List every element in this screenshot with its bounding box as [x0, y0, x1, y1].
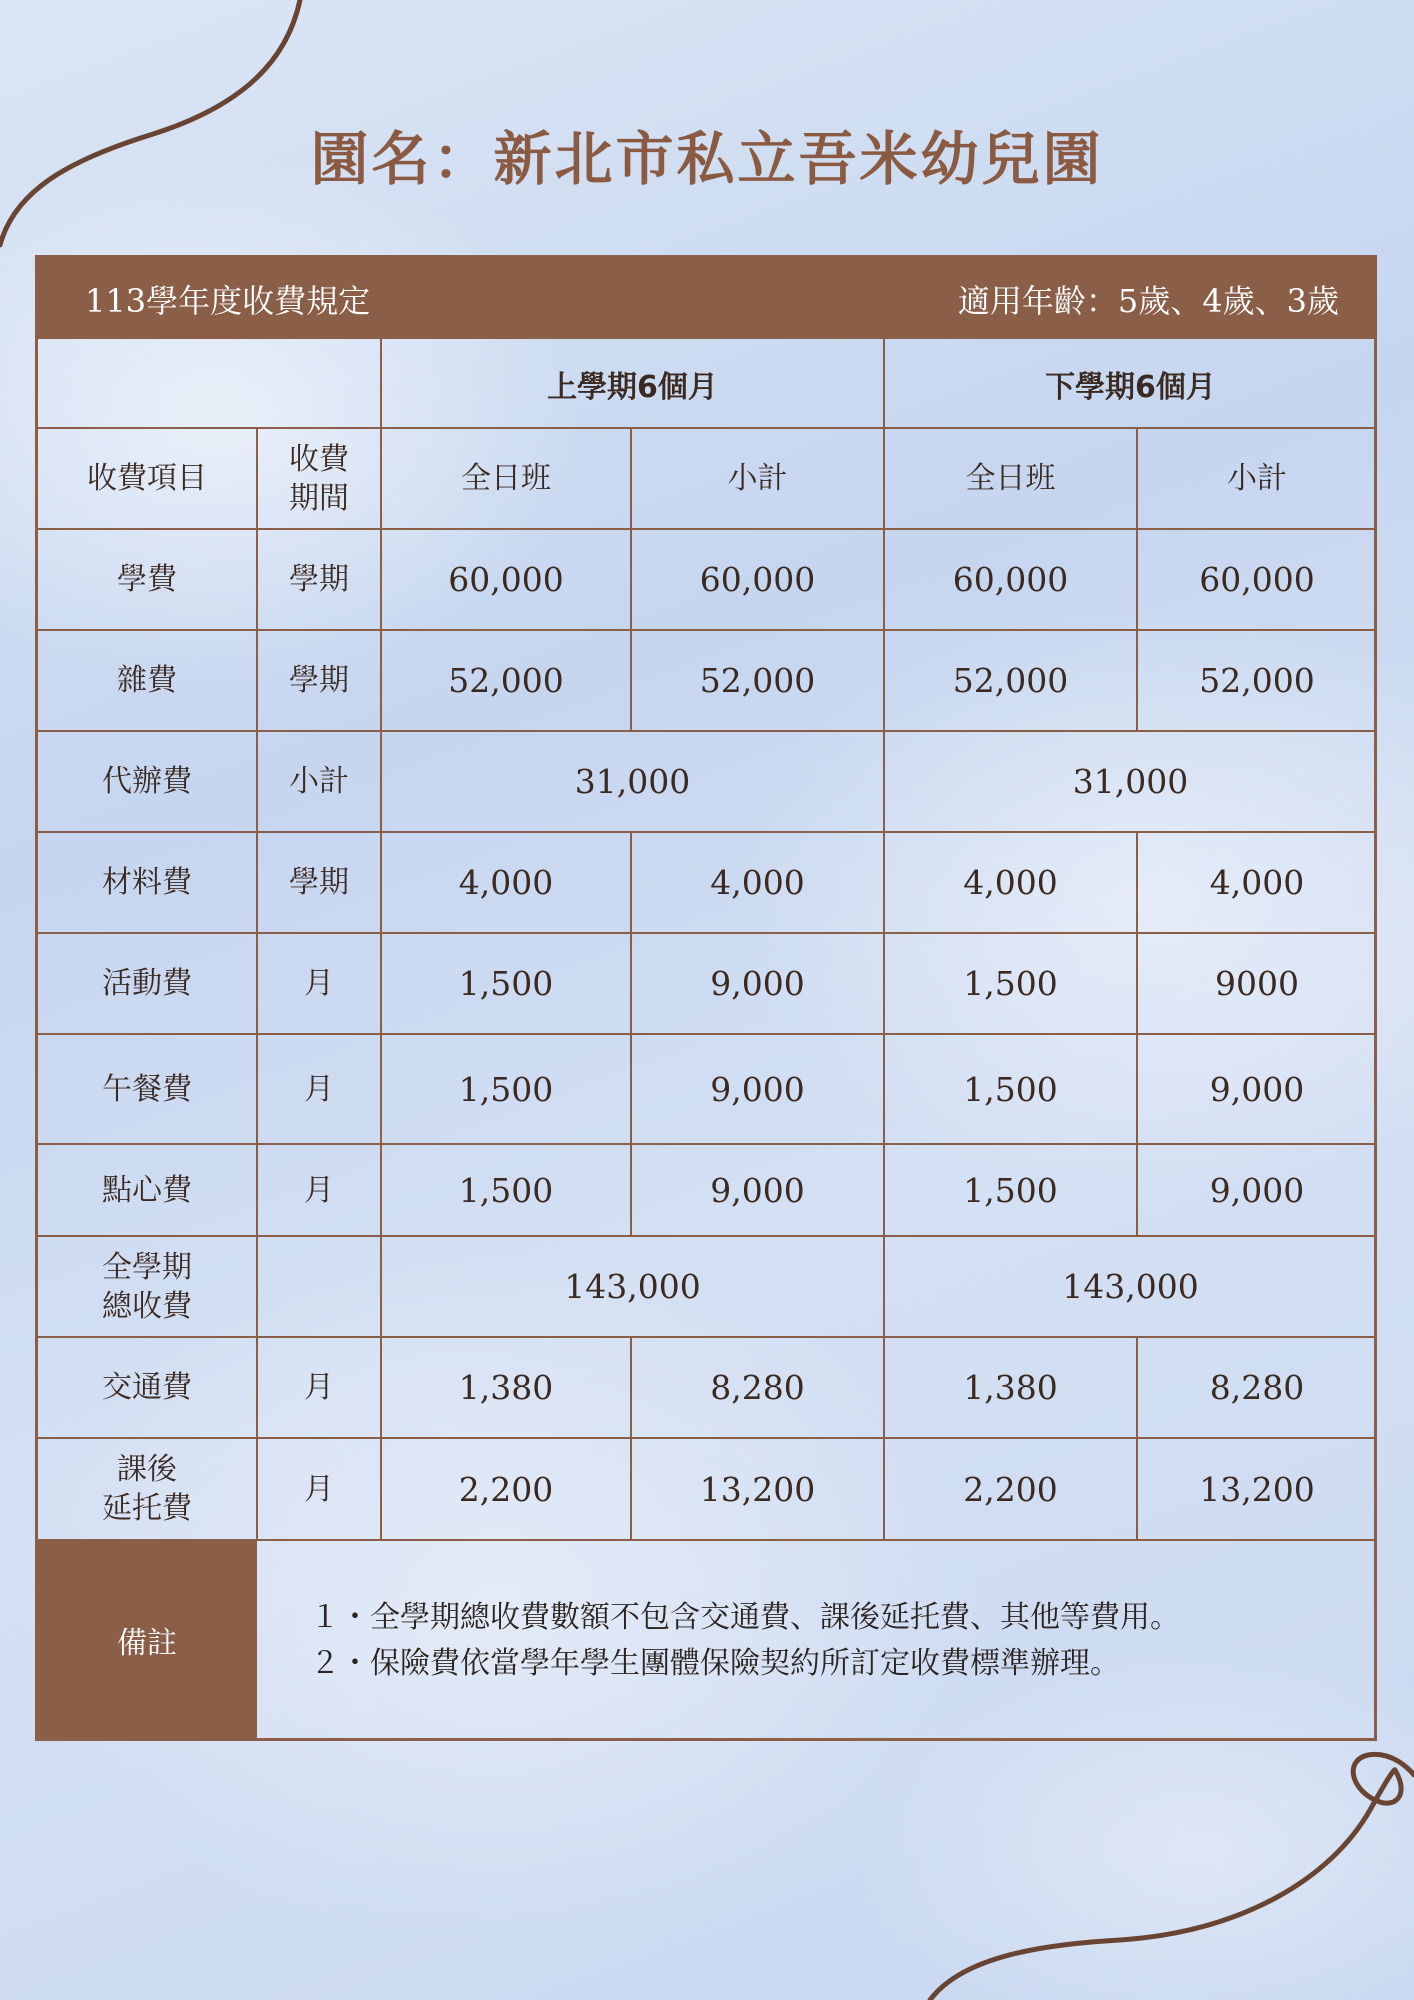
- grid-line: [380, 339, 382, 1540]
- row-value-cell: 60,000: [448, 560, 564, 599]
- row-value-cell: 60,000: [699, 560, 816, 599]
- notes-label: 備註: [37, 1540, 257, 1739]
- grid-line: [630, 428, 632, 529]
- row-value-cell: 9,000: [710, 1069, 805, 1109]
- grid-line: [37, 629, 1377, 631]
- applicable-age-label: 適用年齡：5歲、4歲、3歲: [957, 282, 1339, 320]
- row-value-cell: 1,380: [963, 1368, 1058, 1407]
- row-value-cell: 9000: [1215, 964, 1299, 1003]
- col-header-subtotal-first: 小計: [727, 461, 788, 496]
- row-item-label: 學費: [117, 562, 177, 597]
- row-value-cell: 1,500: [458, 1069, 554, 1109]
- col-header-full-day-second: 全日班: [965, 461, 1056, 496]
- grid-line: [630, 832, 632, 933]
- row-value-cell: 52,000: [1199, 661, 1315, 700]
- row-period-label: 月: [304, 1471, 334, 1507]
- row-period-label: 學期: [289, 663, 349, 698]
- grid-line: [37, 831, 1377, 833]
- grid-line: [1136, 428, 1138, 529]
- row-value-cell: 1,500: [963, 1170, 1058, 1210]
- grid-line: [37, 730, 1377, 732]
- row-item-label: 全學期 總收費: [102, 1249, 192, 1324]
- semester-header-second: 下學期6個月: [1045, 369, 1216, 405]
- row-value-cell: 4,000: [963, 863, 1058, 902]
- row-value-cell: 9,000: [710, 1170, 805, 1210]
- grid-line: [630, 1438, 632, 1540]
- row-value-cell: 2,200: [458, 1469, 554, 1509]
- grid-line: [37, 427, 1377, 429]
- row-merged-value-second: 31,000: [1072, 762, 1189, 801]
- row-merged-value-first: 143,000: [564, 1267, 701, 1306]
- row-value-cell: 9,000: [1209, 1069, 1305, 1109]
- col-header-period: 收費 期間: [289, 441, 349, 516]
- row-value-cell: 2,200: [963, 1469, 1058, 1509]
- row-period-label: 月: [304, 1370, 334, 1405]
- grid-line: [630, 1144, 632, 1236]
- row-value-cell: 4,000: [458, 863, 554, 902]
- note-line-1: １・全學期總收費數額不包含交通費、課後延托費、其他等費用。: [310, 1600, 1180, 1635]
- row-value-cell: 4,000: [710, 863, 805, 902]
- row-period-label: 學期: [289, 562, 349, 597]
- grid-line: [37, 1336, 1377, 1338]
- grid-line: [37, 1143, 1377, 1145]
- decorative-curve-bottom-right: [930, 1754, 1414, 2000]
- row-item-label: 材料費: [102, 865, 192, 900]
- grid-line: [256, 428, 258, 1540]
- grid-line: [37, 1033, 1377, 1035]
- grid-line: [1136, 1337, 1138, 1438]
- row-value-cell: 13,200: [1199, 1469, 1315, 1509]
- grid-line: [1136, 1144, 1138, 1236]
- row-value-cell: 8,280: [710, 1368, 805, 1407]
- row-period-label: 月: [304, 1071, 334, 1107]
- row-value-cell: 52,000: [448, 661, 564, 700]
- page-title: 園名：新北市私立吾米幼兒園: [310, 125, 1104, 193]
- row-period-label: 月: [304, 1172, 334, 1208]
- row-item-label: 交通費: [102, 1370, 192, 1405]
- row-value-cell: 1,500: [458, 1170, 554, 1210]
- grid-line: [1136, 1034, 1138, 1144]
- grid-line: [37, 528, 1377, 530]
- row-value-cell: 8,280: [1209, 1368, 1305, 1407]
- grid-line: [1136, 630, 1138, 731]
- grid-line: [1136, 832, 1138, 933]
- row-merged-value-first: 31,000: [574, 762, 691, 801]
- notes-content: [310, 1595, 1180, 1687]
- row-period-label: 學期: [289, 865, 349, 900]
- note-line-2: ２・保險費依當學年學生團體保險契約所訂定收費標準辦理。: [310, 1646, 1120, 1681]
- grid-line: [1136, 1438, 1138, 1540]
- row-value-cell: 52,000: [952, 661, 1069, 700]
- row-item-label: 點心費: [102, 1172, 192, 1208]
- row-period-label: 小計: [289, 764, 349, 799]
- row-value-cell: 60,000: [1199, 560, 1315, 599]
- grid-line: [37, 1235, 1377, 1237]
- row-value-cell: 9,000: [710, 964, 805, 1003]
- row-value-cell: 13,200: [699, 1469, 816, 1509]
- row-merged-value-second: 143,000: [1062, 1267, 1199, 1306]
- col-header-item: 收費項目: [87, 461, 207, 496]
- row-item-label: 活動費: [102, 966, 192, 1001]
- col-header-full-day-first: 全日班: [461, 461, 551, 496]
- grid-line: [1136, 933, 1138, 1034]
- grid-line: [630, 630, 632, 731]
- academic-year-label: 113學年度收費規定: [85, 282, 371, 320]
- row-value-cell: 52,000: [699, 661, 816, 700]
- row-item-label: 午餐費: [102, 1071, 192, 1107]
- row-value-cell: 4,000: [1209, 863, 1305, 902]
- grid-line: [37, 932, 1377, 934]
- grid-line: [630, 933, 632, 1034]
- grid-line: [630, 1034, 632, 1144]
- row-value-cell: 1,500: [963, 964, 1058, 1003]
- row-item-label: 雜費: [117, 663, 177, 698]
- row-period-label: 月: [304, 966, 334, 1001]
- row-period-label: [257, 1236, 381, 1337]
- row-value-cell: 60,000: [952, 560, 1069, 599]
- semester-header-first: 上學期6個月: [547, 369, 718, 405]
- grid-line: [630, 529, 632, 630]
- grid-line: [883, 339, 885, 1540]
- grid-line: [630, 1337, 632, 1438]
- row-value-cell: 1,500: [458, 964, 554, 1003]
- row-value-cell: 1,500: [963, 1069, 1058, 1109]
- grid-line: [37, 1437, 1377, 1439]
- col-header-subtotal-second: 小計: [1227, 461, 1287, 496]
- row-item-label: 代辦費: [102, 764, 192, 799]
- grid-line: [1136, 529, 1138, 630]
- row-value-cell: 1,380: [458, 1368, 554, 1407]
- row-value-cell: 9,000: [1209, 1170, 1305, 1210]
- row-item-label: 課後 延托費: [102, 1452, 192, 1526]
- header-banner: [35, 255, 1377, 339]
